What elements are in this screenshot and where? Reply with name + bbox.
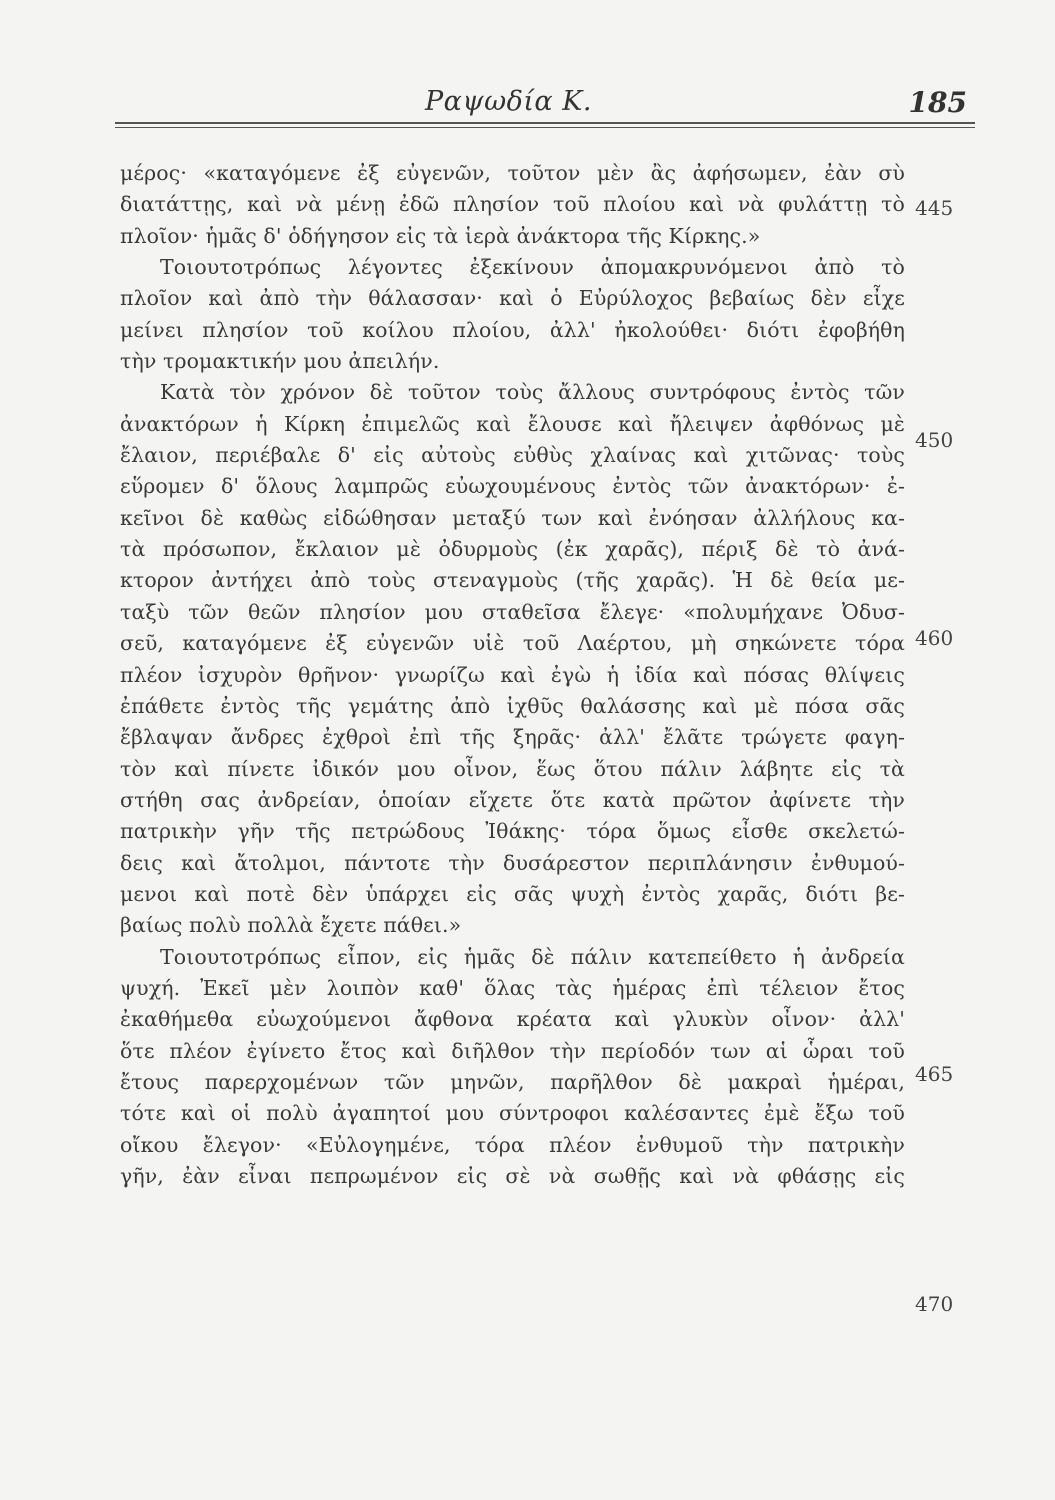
text-line: ἐκαθήμεθα εὐωχούμενοι ἄφθονα κρέατα καὶ γλυκὺν οἶνον· ἀλλ' (120, 1007, 905, 1032)
text-line: τὸν καὶ πίνετε ἰδικόν μου οἶνον, ἕως ὅτου πάλιν λάβητε εἰς τὰ (120, 756, 905, 781)
text-line: κεῖνοι δὲ καθὼς εἰδώθησαν μεταξύ των καὶ ἐνόησαν ἀλλήλους κα- (120, 505, 905, 530)
text-line: πλοῖον· ἡμᾶς δ' ὁδήγησον εἰς τὰ ἱερὰ ἀνάκτορα τῆς Κίρκης.» (120, 223, 761, 248)
text-line: πλέον ἰσχυρὸν θρῆνον· γνωρίζω καὶ ἐγὼ ἡ ἰδία καὶ πόσας θλίψεις (120, 662, 905, 687)
text-line: ψυχή. Ἐκεῖ μὲν λοιπὸν καθ' ὅλας τὰς ἡμέρας ἐπὶ τέλειον ἔτος (120, 975, 905, 1000)
text-line: οἴκου ἔλεγον· «Εὐλογημένε, τόρα πλέον ἐνθυμοῦ τὴν πατρικὴν (120, 1132, 905, 1157)
text-line: μενοι καὶ ποτὲ δὲν ὑπάρχει εἰς σᾶς ψυχὴ ἐντὸς χαρᾶς, διότι βε- (120, 881, 905, 906)
page-number: 185 (908, 86, 967, 119)
text-line: πλοῖον καὶ ἀπὸ τὴν θάλασσαν· καὶ ὁ Εὐρύλοχος βεβαίως δὲν εἶχε (120, 286, 905, 311)
text-line: κτορον ἀντήχει ἀπὸ τοὺς στεναγμοὺς (τῆς χαρᾶς). Ἡ δὲ θεία με- (120, 568, 905, 593)
text-line: διατάττῃς, καὶ νὰ μένῃ ἐδῶ πλησίον τοῦ πλοίου καὶ νὰ φυλάττῃ τὸ (120, 192, 905, 217)
header-rule-thin (115, 127, 975, 128)
text-line: ἔβλαψαν ἄνδρες ἐχθροὶ ἐπὶ τῆς ξηρᾶς· ἀλλ' ἔλᾶτε τρώγετε φαγη- (120, 725, 905, 750)
text-line: μέρος· «καταγόμενε ἐξ εὐγενῶν, τοῦτον μὲν ἂς ἀφήσωμεν, ἐὰν σὺ (120, 161, 905, 185)
text-line: Τοιουτοτρόπως λέγοντες ἐξεκίνουν ἀπομακρυνόμενοι ἀπὸ τὸ (160, 255, 905, 280)
text-line: μείνει πλησίον τοῦ κοίλου πλοίου, ἀλλ' ἠκολούθει· διότι ἐφοβήθη (120, 317, 905, 342)
header-rule (115, 122, 975, 124)
running-title: Ραψωδία Κ. (425, 86, 592, 117)
line-number: 470 (915, 1292, 954, 1316)
text-line: σεῦ, καταγόμενε ἐξ εὐγενῶν υἱὲ τοῦ Λαέρτου, μὴ σηκώνετε τόρα (120, 631, 905, 656)
text-line: ἀνακτόρων ἡ Κίρκη ἐπιμελῶς καὶ ἔλουσε καὶ ἤλειψεν ἀφθόνως μὲ (120, 411, 905, 436)
text-line: ἔλαιον, περιέβαλε δ' εἰς αὐτοὺς εὐθὺς χλαίνας καὶ χιτῶνας· τοὺς (120, 443, 905, 468)
text-line: εὕρομεν δ' ὅλους λαμπρῶς εὐωχουμένους ἐντὸς τῶν ἀνακτόρων· ἐ- (120, 474, 905, 499)
text-line: ὅτε πλέον ἐγίνετο ἔτος καὶ διῆλθον τὴν περίοδόν των αἱ ὧραι τοῦ (120, 1038, 905, 1063)
text-line: τότε καὶ οἱ πολὺ ἀγαπητοί μου σύντροφοι καλέσαντες ἐμὲ ἔξω τοῦ (120, 1101, 905, 1126)
text-line: βαίως πολὺ πολλὰ ἔχετε πάθει.» (120, 913, 462, 938)
text-line: δεις καὶ ἄτολμοι, πάντοτε τὴν δυσάρεστον περιπλάνησιν ἐνθυμού- (120, 850, 905, 875)
line-number: 445 (915, 196, 954, 220)
text-line: ἐπάθετε ἐντὸς τῆς γεμάτης ἀπὸ ἰχθῦς θαλάσσης καὶ μὲ πόσα σᾶς (120, 693, 905, 718)
line-number: 450 (915, 428, 954, 452)
text-line: πατρικὴν γῆν τῆς πετρώδους Ἰθάκης· τόρα ὅμως εἶσθε σκελετώ- (120, 819, 905, 844)
page-header (115, 78, 975, 130)
text-line: ταξὺ τῶν θεῶν πλησίον μου σταθεῖσα ἔλεγε· «πολυμήχανε Ὀδυσ- (120, 599, 905, 624)
text-line: τὴν τρομακτικήν μου ἀπειλήν. (120, 349, 440, 374)
line-number: 460 (915, 626, 954, 650)
text-line: Κατὰ τὸν χρόνον δὲ τοῦτον τοὺς ἄλλους συντρόφους ἐντὸς τῶν (160, 380, 905, 405)
line-number: 465 (915, 1062, 954, 1086)
body-text (120, 158, 905, 1192)
text-line: Τοιουτοτρόπως εἶπον, εἰς ἡμᾶς δὲ πάλιν κατεπείθετο ἡ ἀνδρεία (160, 944, 905, 969)
text-line: στήθη σας ἀνδρείαν, ὁποίαν εἴχετε ὅτε κατὰ πρῶτον ἀφίνετε τὴν (120, 787, 905, 812)
text-line: γῆν, ἐὰν εἶναι πεπρωμένον εἰς σὲ νὰ σωθῇς καὶ νὰ φθάσῃς εἰς (120, 1164, 905, 1188)
text-line: ἔτους παρερχομένων τῶν μηνῶν, παρῆλθον δὲ μακραὶ ἡμέραι, (120, 1069, 905, 1094)
text-line: τὰ πρόσωπον, ἔκλαιον μὲ ὀδυρμοὺς (ἐκ χαρᾶς), πέριξ δὲ τὸ ἀνά- (120, 537, 905, 562)
